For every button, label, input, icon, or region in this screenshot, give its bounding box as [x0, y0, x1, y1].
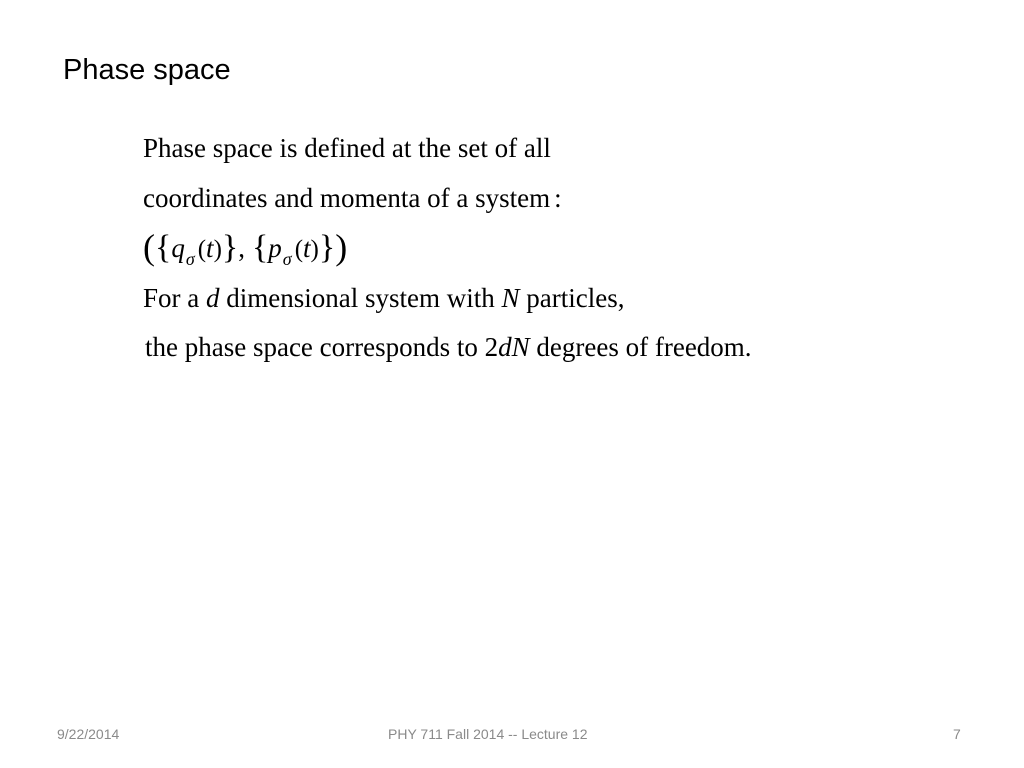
- footer-date: 9/22/2014: [57, 726, 120, 742]
- particle-n-symbol: N: [501, 283, 520, 313]
- dimension-line-prefix: For a: [143, 283, 200, 313]
- formula-p-arg-close: ): [310, 236, 319, 263]
- slide-title: Phase space: [63, 54, 231, 86]
- dof-line-suffix: degrees of freedom.: [536, 332, 752, 362]
- formula-open-brace-q: {: [155, 229, 172, 266]
- dimension-line-suffix: particles,: [526, 283, 625, 313]
- formula-q-arg-open: (: [197, 236, 207, 263]
- formula-q-symbol: q: [171, 233, 185, 263]
- footer-page-number: 7: [953, 726, 961, 742]
- formula-open-paren: (: [143, 227, 155, 267]
- formula-p-symbol: p: [268, 233, 282, 263]
- dimension-line: [143, 278, 624, 318]
- definition-line-1: Phase space is defined at the set of all: [143, 133, 551, 163]
- formula-q-arg: t: [206, 233, 214, 263]
- formula-close-brace-p: }: [318, 229, 336, 266]
- formula-close-paren: ): [335, 227, 348, 267]
- phase-space-set-formula: [143, 225, 348, 269]
- dof-number: 2: [484, 332, 499, 362]
- formula-q-arg-close: ): [213, 236, 222, 263]
- definition-line-2-text: coordinates and momenta of a system: [143, 183, 551, 213]
- formula-p-arg-open: (: [294, 236, 304, 263]
- definition-colon: :: [554, 183, 562, 213]
- dimension-d-symbol: d: [206, 283, 220, 313]
- formula-p-subscript: σ: [282, 249, 292, 269]
- degrees-of-freedom-line: [145, 327, 752, 367]
- formula-q-subscript: σ: [185, 249, 195, 269]
- definition-line-2: [143, 178, 562, 218]
- formula-p-arg: t: [303, 233, 311, 263]
- formula-comma: ,: [238, 233, 245, 263]
- footer-course-title: PHY 711 Fall 2014 -- Lecture 12: [388, 726, 588, 742]
- dimension-line-middle: dimensional system with: [226, 283, 495, 313]
- dof-dn-symbol: dN: [498, 332, 530, 362]
- formula-open-brace-p: {: [251, 229, 269, 266]
- formula-close-brace-q: }: [221, 229, 239, 266]
- dof-line-prefix: the phase space corresponds to: [145, 332, 478, 362]
